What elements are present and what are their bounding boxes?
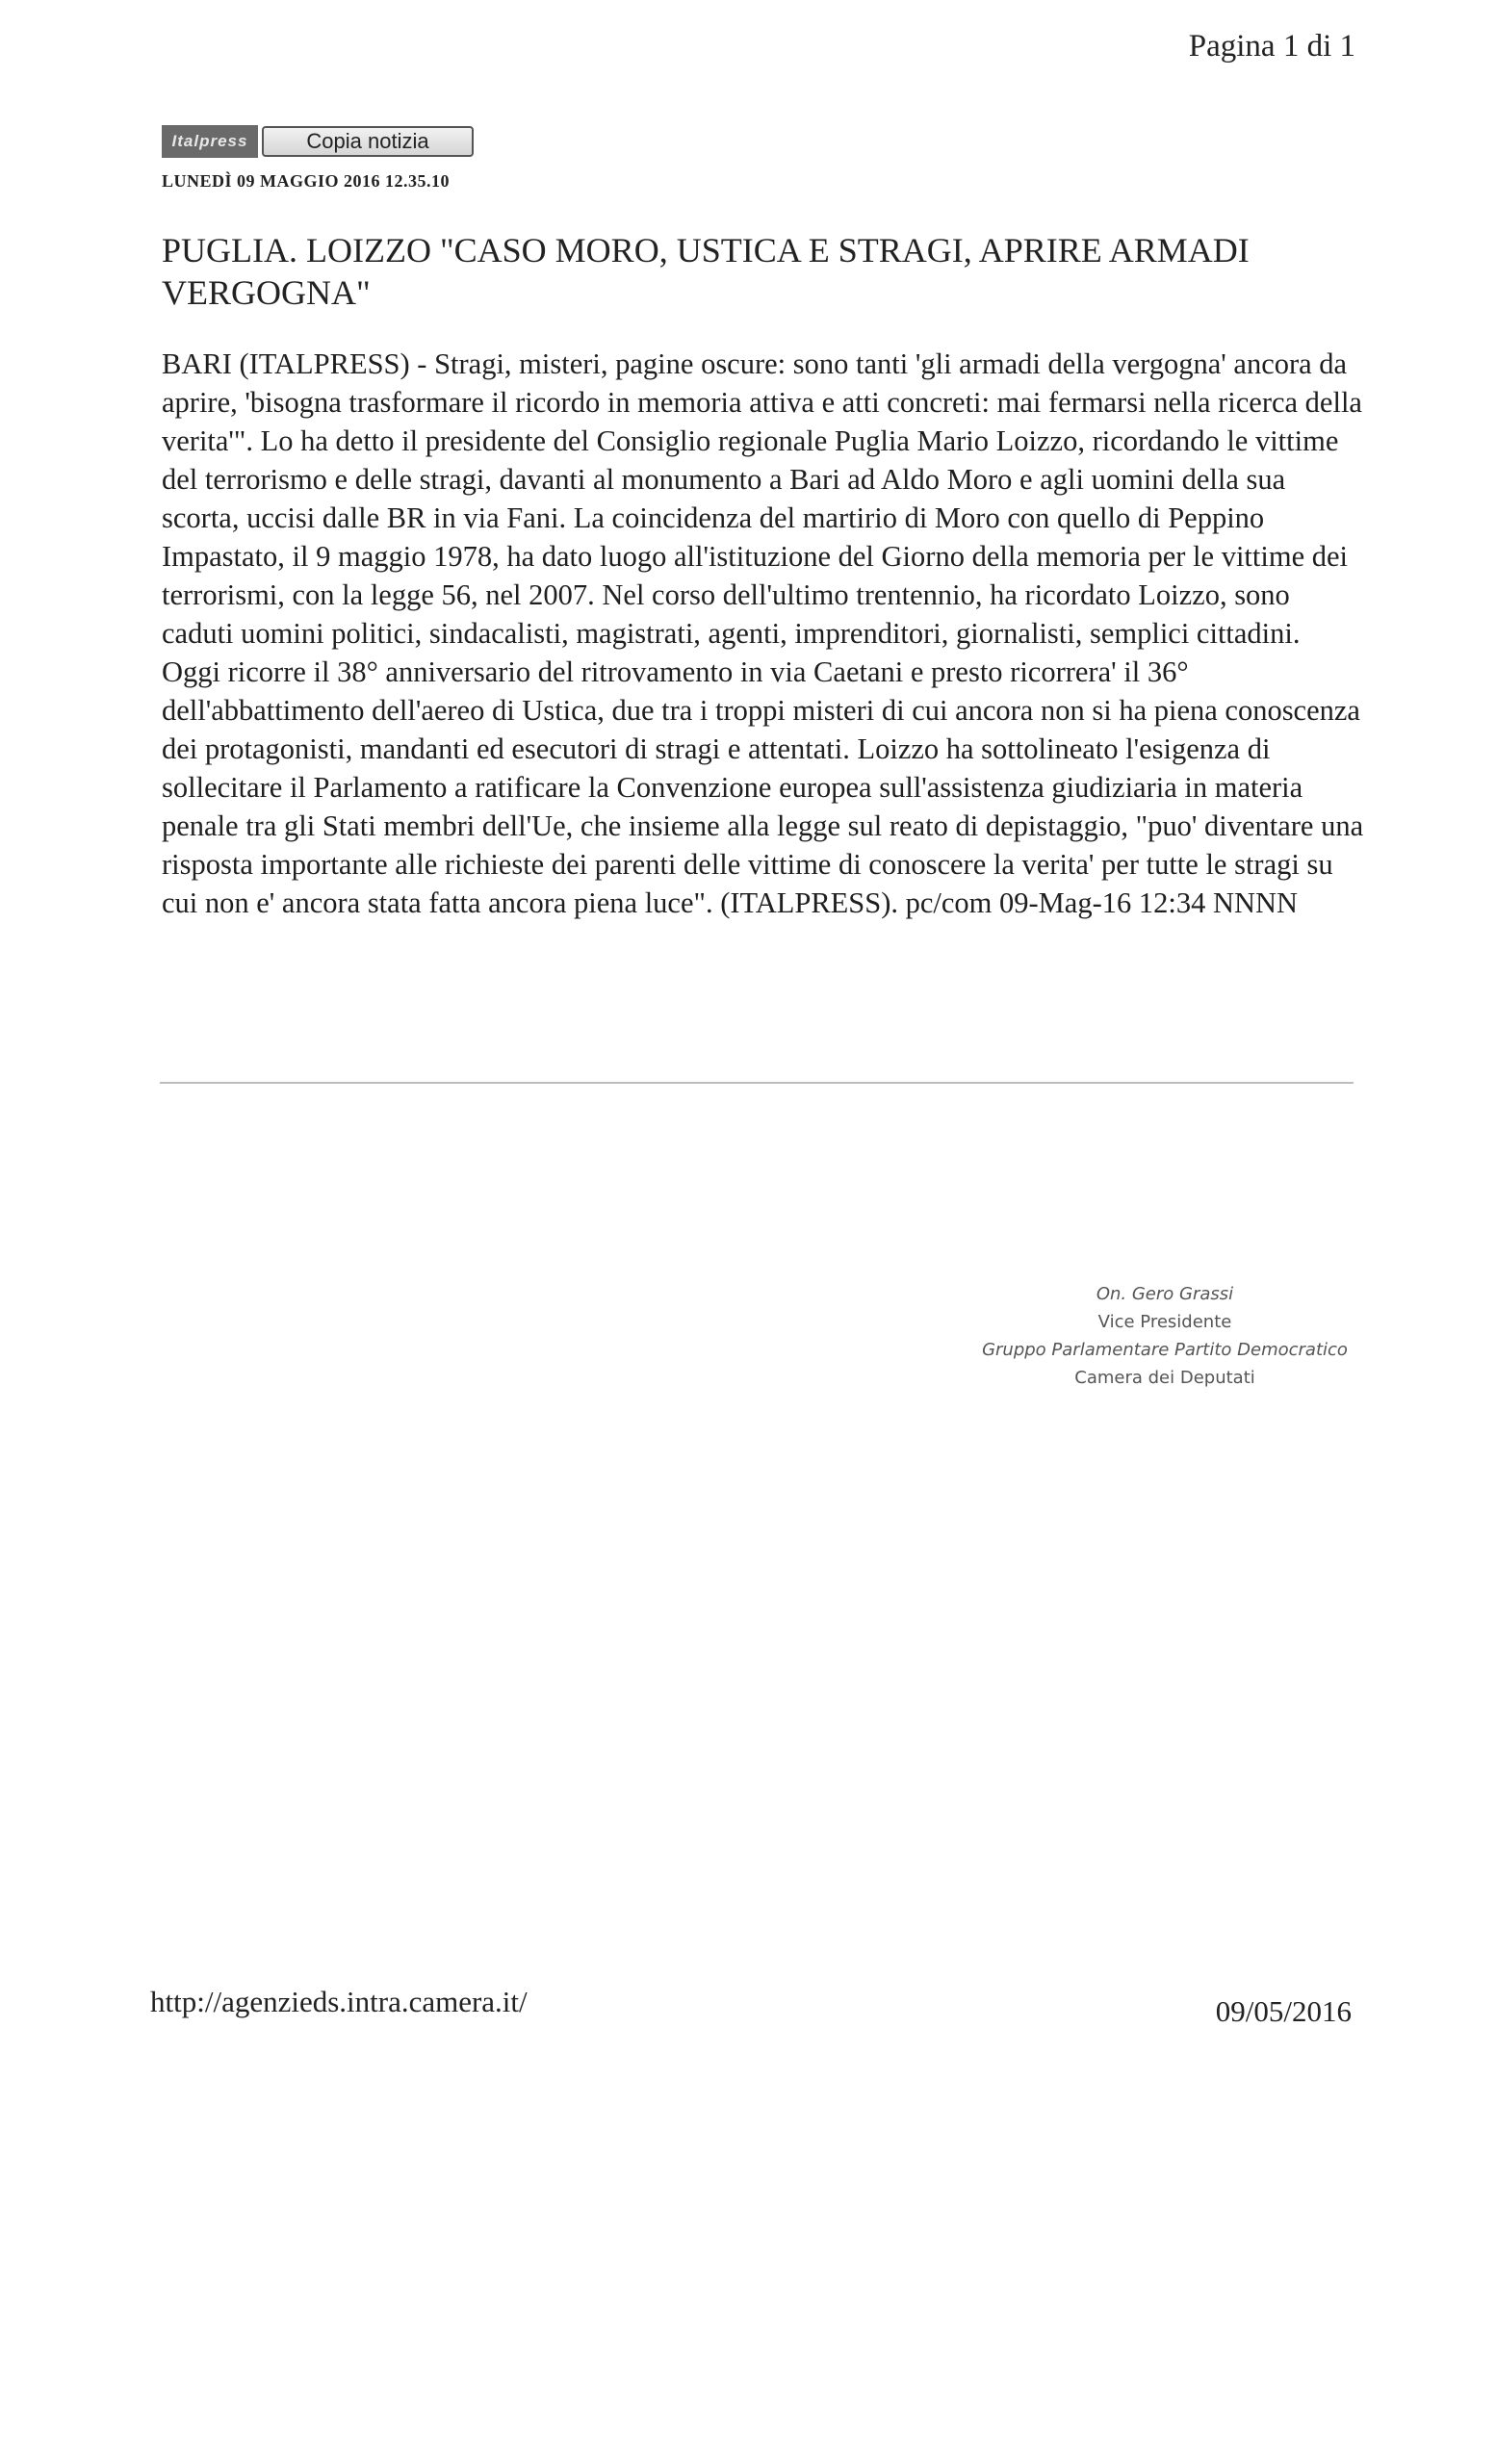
agency-header <box>162 125 474 158</box>
copy-news-button[interactable]: Copia notizia <box>262 126 474 157</box>
page-counter: Pagina 1 di 1 <box>1188 29 1355 64</box>
separator-line <box>160 1082 1354 1084</box>
news-dateline: LUNEDÌ 09 MAGGIO 2016 12.35.10 <box>162 171 451 191</box>
signature-name: On. Gero Grassi <box>1096 1284 1234 1304</box>
footer-url: http://agenzieds.intra.camera.it/ <box>150 1985 528 2018</box>
article-title: PUGLIA. LOIZZO "CASO MORO, USTICA E STRAGI, APRIRE ARMADI VERGOGNA" <box>162 231 1250 312</box>
footer-date: 09/05/2016 <box>1215 1994 1352 2028</box>
signature-role: Vice Presidente <box>1097 1312 1232 1332</box>
signature-group: Gruppo Parlamentare Partito Democratico <box>982 1340 1348 1360</box>
article-body: BARI (ITALPRESS) - Stragi, misteri, pagine oscure: sono tanti 'gli armadi della vergogna' ancora da aprire, 'bisogna trasformare il ricordo in memoria attiva e atti concreti: mai fermarsi nella ricerca della verita'". Lo ha detto il presidente del Consiglio regionale Puglia Mario Loizzo, ricordando le vittime del terrorismo e delle stragi, davanti al monumento a Bari ad Aldo Moro e agli uomini della sua scorta, uccisi dalle BR in via Fani. La coincidenza del martirio di Moro con quello di Peppino Impastato, il 9 maggio 1978, ha dato luogo all'istituzione del Giorno della memoria per le vittime dei terrorismi, con la legge 56, nel 2007. Nel corso dell'ultimo trentennio, ha ricordato Loizzo, sono caduti uomini politici, sindacalisti, magistrati, agenti, imprenditori, giornalisti, semplici cittadini. Oggi ricorre il 38° anniversario del ritrovamento in via Caetani e presto ricorrera' il 36° dell'abbattimento dell'aereo di Ustica, due tra i troppi misteri di cui ancora non si ha piena conoscenza dei protagonisti, mandanti ed esecutori di stragi e attentati. Loizzo ha sottolineato l'esigenza di sollecitare il Parlamento a ratificare la Convenzione europea sull'assistenza giudiziaria in materia penale tra gli Stati membri dell'Ue, che insieme alla legge sul reato di depistaggio, "puo' diventare una risposta importante alle richieste dei parenti delle vittime di conoscere la verita' per tutte le stragi su cui non e' ancora stata fatta ancora piena luce". (ITALPRESS). pc/com 09-Mag-16 12:34 NNNN <box>162 347 1364 919</box>
signature-chamber: Camera dei Deputati <box>1074 1368 1255 1388</box>
italpress-logo: Italpress <box>162 125 258 158</box>
signature-stamp <box>866 1280 1463 1392</box>
